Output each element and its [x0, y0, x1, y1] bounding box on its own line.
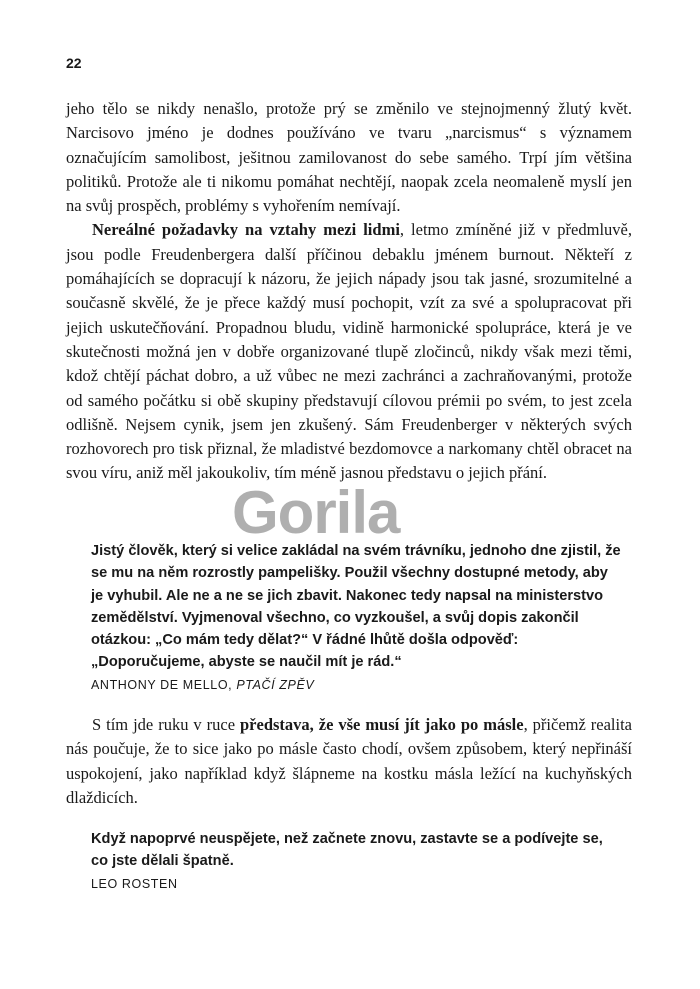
publisher-watermark: Gorila	[232, 479, 400, 546]
page-number: 22	[66, 55, 82, 71]
paragraph-like-butter-rest: , přičemž realita nás poučuje, že to sice jako po másle často chodí, ovšem způsobem, který nepřináší uspokojení, jako například když šlápneme na kostku másla ležící na kuchyňských dlaždicích.	[66, 715, 632, 807]
paragraph-unrealistic-demands-rest: , letmo zmíněné již v předmluvě, jsou podle Freudenbergera další příčinou debaklu jménem burnout. Někteří z pomáhajících se dopracují k názoru, že jejich nápady jsou tak jasné, srozumitelné a současně skvělé, že je přece každý musí pochopit, vzít za své a spolupracovat při jejich uskutečňování. Propadnou bludu, vidině harmonické spolupráce, která je ve skutečnosti možná jen v dobře organizované tlupě zločinců, nikdy však mezi těmi, kdož chtějí páchat dobro, a už vůbec ne mezi zachránci a zachraňovanými, protože od samého počátku si obě skupiny představují cílovou prémii po svém, to jest zcela odlišně. Nejsem cynik, jsem jen zkušený. Sám Freudenberger v některých svých rozhovorech pro tisk přiznal, že mladistvé bezdomovce a narkomany chtěl obracet na svou víru, aniž měl jakoukoliv, tím méně jasnou představu o jejich přání.	[66, 220, 632, 483]
quote-dandelions-work: PTAČÍ ZPĚV	[236, 677, 315, 692]
emphasis-like-butter: představa, že vše musí jít jako po másle	[240, 715, 524, 734]
quote-rosten	[91, 828, 621, 894]
quote-dandelions-author: ANTHONY DE MELLO,	[91, 677, 233, 692]
quote-dandelions-text: Jistý člověk, který si velice zakládal na svém trávníku, jednoho dne zjistil, že se mu na něm rozrostly pampelišky. Použil všechny dostupné metody, aby je vyhubil. Ale ne a ne se jich zbavit. Nakonec tedy napsal na ministerstvo zemědělství. Vyjmenoval všechno, co vyzkoušel, a svůj dopis zakončil otázkou: „Co mám tedy dělat?“ V řádné lhůtě došla odpověď: „Doporučujeme, abyste se naučil mít je rád.“	[91, 543, 621, 671]
quote-dandelions	[91, 540, 621, 695]
quote-dandelions-attribution	[91, 675, 621, 695]
quote-rosten-text: Když napoprvé neuspějete, než začnete znovu, zastavte se a podívejte se, co jste dělali špatně.	[91, 831, 603, 870]
paragraph-like-butter-start: S tím jde ruku v ruce	[92, 715, 240, 734]
paragraph-unrealistic-demands	[66, 218, 632, 485]
emphasis-unrealistic-demands: Nereálné požadavky na vztahy mezi lidmi	[92, 220, 400, 240]
quote-rosten-author: LEO ROSTEN	[91, 876, 178, 891]
paragraph-narcissus: jeho tělo se nikdy nenašlo, protože prý se změnilo ve stejnojmenný žlutý květ. Narcisovo jméno je dodnes používáno ve tvaru „narcismus“ s významem označujícím samolibost, ješitnou zamilovanost do sebe samého. Trpí jím většina politiků. Protože ale ti nikomu pomáhat nechtějí, naopak zcela neomaleně myslí jen na svůj prospěch, problémy s vyhořením nemívají.	[66, 99, 632, 216]
paragraph-like-butter	[66, 713, 632, 810]
main-text-block-2	[66, 713, 632, 810]
main-text-block-1	[66, 97, 632, 486]
